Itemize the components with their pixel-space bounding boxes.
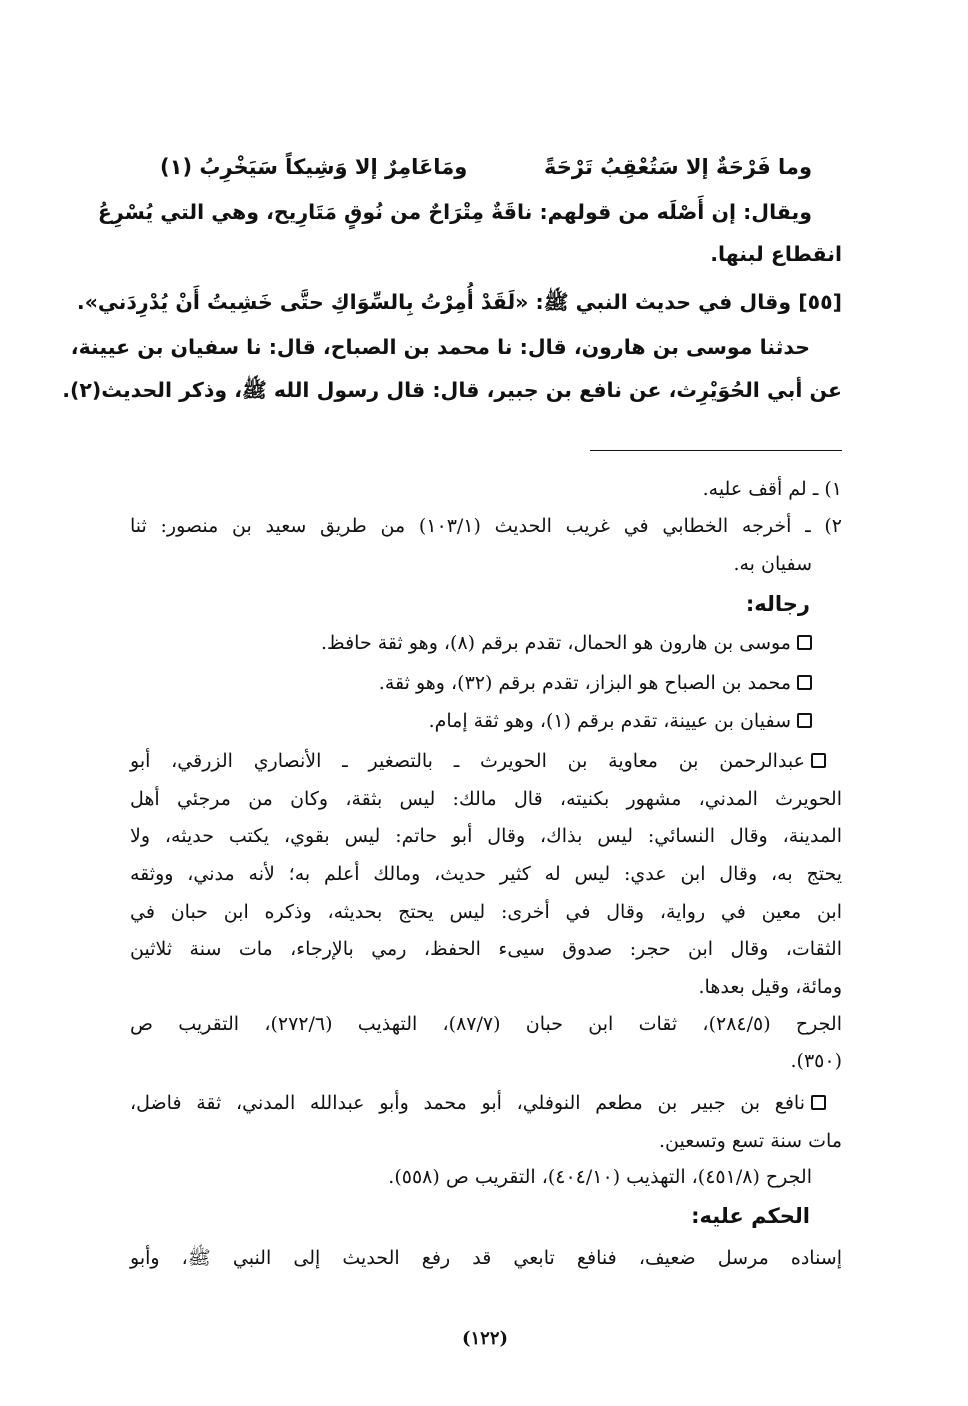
narrator-item: موسى بن هارون هو الحمال، تقدم برقم (٨)، وهو ثقة حافظ.	[321, 632, 812, 654]
narrator-bio-line: المدينة، وقال النسائي: ليس بذاك، وقال أبو حاتم: ليس بقوي، يكتب حديثه، ولا	[130, 825, 842, 847]
isnad-line: عن أبي الحُوَيْرِث، عن نافع بن جبير، قال: قال رسول الله ﷺ، وذكر الحديث(٢).	[62, 378, 842, 402]
narrator-item: سفيان بن عيينة، تقدم برقم (١)، وهو ثقة إمام.	[429, 710, 812, 732]
hukm-heading: الحكم عليه:	[691, 1204, 810, 1228]
narrator-bio-line: الحويرث المدني، مشهور بكنيته، قال مالك: ليس بثقة، وكان من مرجئي أهل	[130, 788, 842, 810]
footnote-separator	[590, 450, 842, 451]
poem-hemistich-right: وما فَرْحَةٌ إلا سَتُعْقِبُ تَرْحَةً	[544, 155, 812, 179]
footnote-2-continuation: سفيان به.	[733, 553, 812, 575]
page-number: (١٢٢)	[461, 1328, 509, 1349]
checkbox-bullet-icon	[797, 635, 812, 650]
narrator-refs: (٣٥٠).	[790, 1050, 842, 1072]
narrator-refs: الجرح (٢٨٤/٥)، ثقات ابن حبان (٨٧/٧)، التهذيب (٢٧٢/٦)، التقريب ص	[130, 1013, 842, 1035]
poem-hemistich-left: ومَاعَامِرٌ إلا وَشِيكاً سَيَخْرِبُ (١)	[160, 155, 468, 179]
isnad-line: حدثنا موسى بن هارون، قال: نا محمد بن الصباح، قال: نا سفيان بن عيينة،	[70, 335, 810, 359]
poem-verse	[160, 155, 812, 189]
main-text-line: انقطاع لبنها.	[710, 242, 842, 266]
hukm-text: إسناده مرسل ضعيف، فنافع تابعي قد رفع الحديث إلى النبي ﷺ، وأبو	[130, 1247, 842, 1269]
narrator-bio-line: ومائة، وقيل بعدها.	[698, 976, 842, 998]
narrator-bio-line: الثقات، وقال ابن حجر: صدوق سيىء الحفظ، رمي بالإرجاء، مات سنة ثلاثين	[130, 938, 842, 960]
checkbox-bullet-icon	[811, 753, 826, 768]
rijal-heading: رجاله:	[745, 592, 810, 616]
hadith-heading: [٥٥] وقال في حديث النبي ﷺ: «لَقَدْ أُمِرْتُ بِالسِّوَاكِ حتَّى خَشِيتُ أَنْ يُدْرِدَني».	[76, 290, 842, 314]
footnote-1: ١) ـ لم أقف عليه.	[702, 478, 842, 500]
narrator-item: عبدالرحمن بن معاوية بن الحويرث ـ بالتصغير ـ الأنصاري الزرقي، أبو	[130, 750, 826, 772]
narrator-bio-line: يحتج به، وقال ابن عدي: ليس له كثير حديث، ومالك أعلم به؛ لأنه مدني، ووثقه	[130, 863, 842, 885]
narrator-bio-line: مات سنة تسع وتسعين.	[659, 1130, 842, 1152]
checkbox-bullet-icon	[797, 675, 812, 690]
narrator-item: محمد بن الصباح هو البزاز، تقدم برقم (٣٢)، وهو ثقة.	[379, 672, 812, 694]
narrator-bio-line: ابن معين في رواية، وقال في أخرى: ليس يحتج بحديثه، وذكره ابن حبان في	[130, 901, 842, 923]
narrator-item: نافع بن جبير بن مطعم النوفلي، أبو محمد وأبو عبدالله المدني، ثقة فاضل،	[130, 1092, 826, 1114]
narrator-refs: الجرح (٤٥١/٨)، التهذيب (٤٠٤/١٠)، التقريب ص (٥٥٨).	[388, 1166, 812, 1188]
checkbox-bullet-icon	[797, 713, 812, 728]
footnote-2: ٢) ـ أخرجه الخطابي في غريب الحديث (١٠٣/١) من طريق سعيد بن منصور: ثنا	[130, 515, 842, 537]
checkbox-bullet-icon	[811, 1095, 826, 1110]
main-text-line: ويقال: إن أَصْلَه من قولهم: ناقَةٌ مِتْرَاحٌ من نُوقٍ مَتَارِيح، وهي التي يُسْرِعُ	[97, 200, 812, 224]
